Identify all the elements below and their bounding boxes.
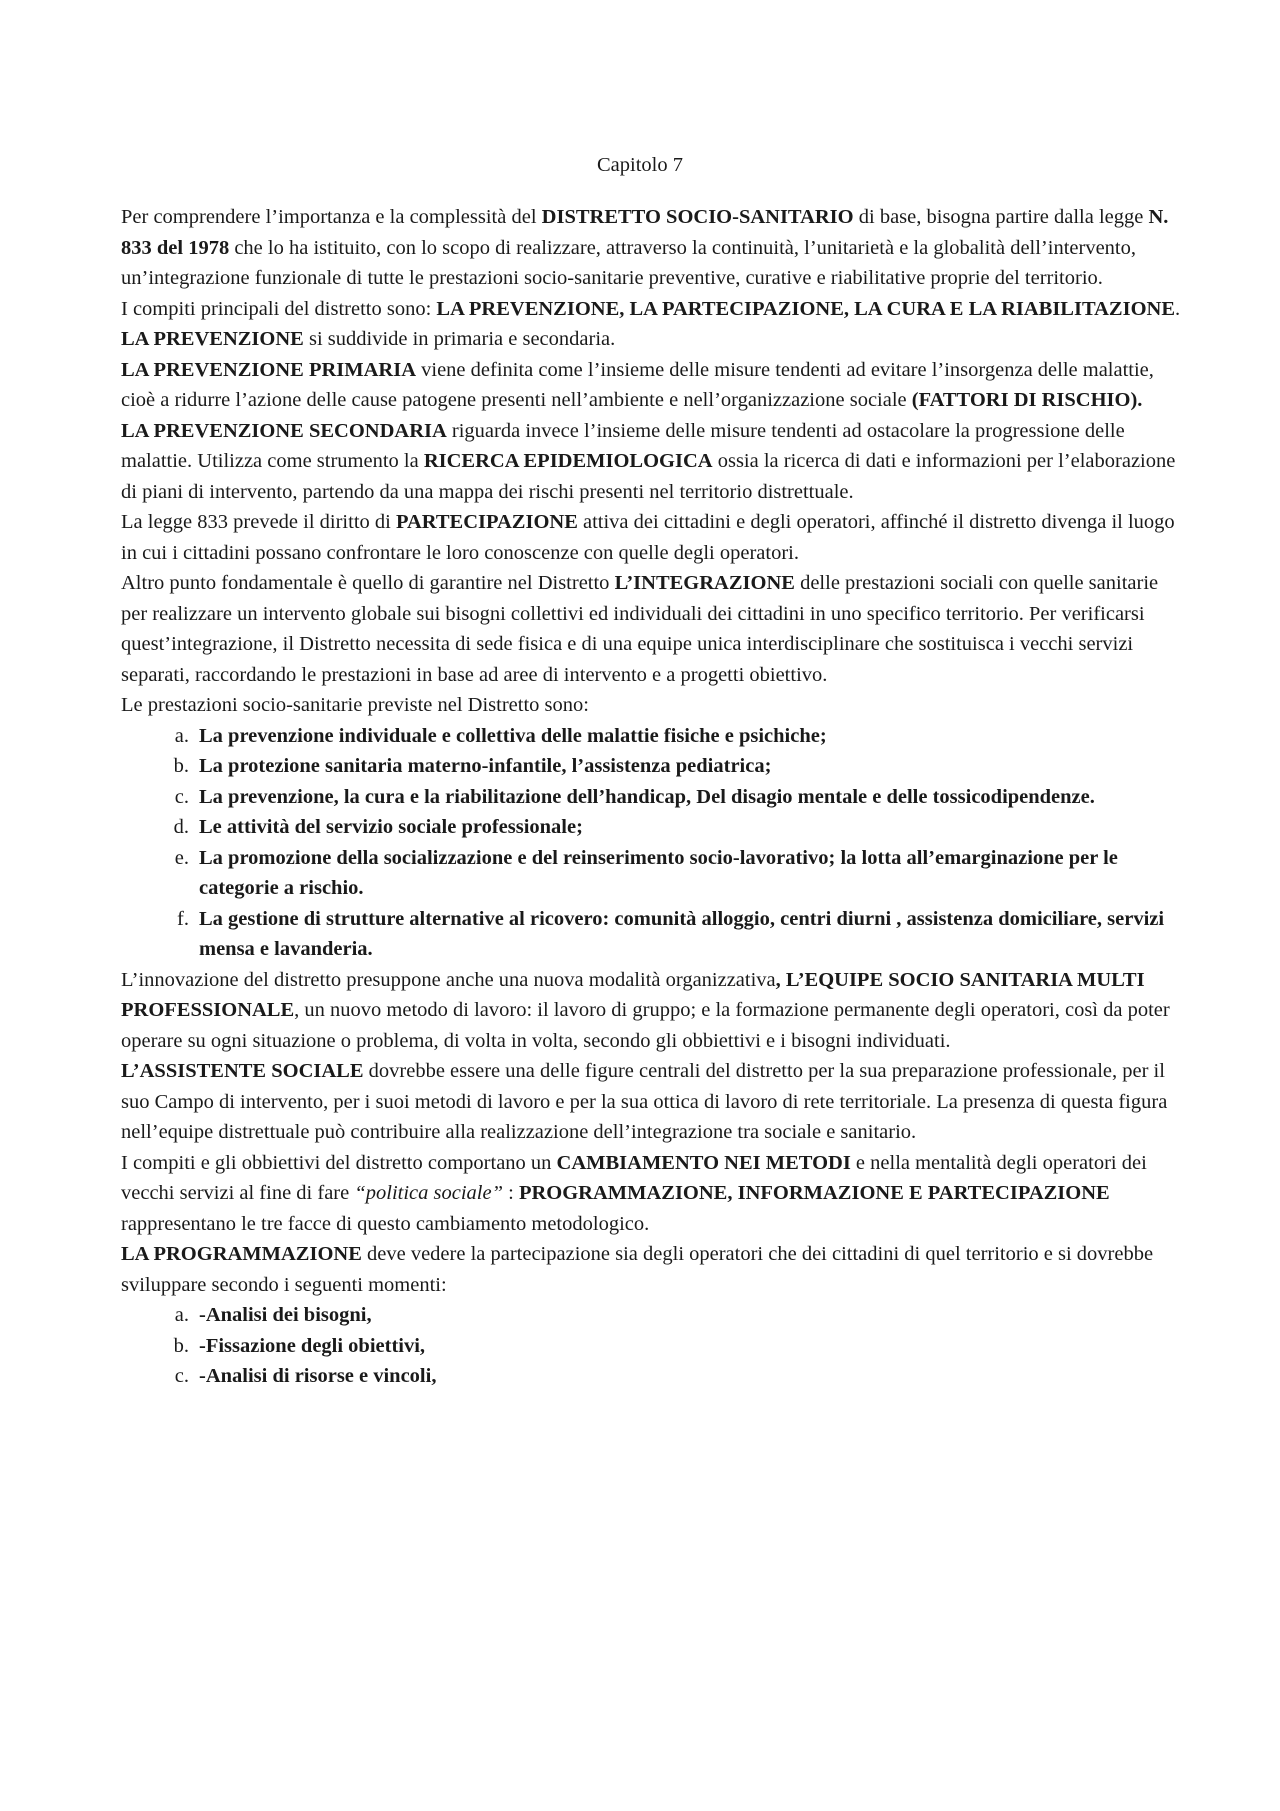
- list-item: b. La protezione sanitaria materno-infantile, l’assistenza pediatrica;: [173, 755, 772, 777]
- paragraph-compiti: I compiti principali del distretto sono: LA PREVENZIONE, LA PARTECIPAZIONE, LA CURA E LA RIABILITAZIONE.: [121, 297, 1181, 320]
- paragraph-partecipazione: La legge 833 prevede il diritto di PARTECIPAZIONE attiva dei cittadini e degli operatori, affinché il distretto divenga il luogo in cui i cittadini possano confrontare le loro conoscenze con quelle degli operatori.: [121, 511, 1175, 564]
- list-item: c. -Analisi di risorse e vincoli,: [174, 1365, 437, 1387]
- paragraph-integrazione: Altro punto fondamentale è quello di garantire nel Distretto L’INTEGRAZIONE delle prestazioni sociali con quelle sanitarie per realizzare un intervento globale sui bisogni collettivi ed individuali dei cittadini in uno specifico territorio. Per verificarsi quest’integrazione, il Distretto necessita di sede fisica e di una equipe unica interdisciplinare che sostituisca i vecchi servizi separati, raccordando le prestazioni in base ad aree di intervento e a progetti obiettivo.: [121, 572, 1159, 686]
- paragraph-assistente-sociale: L’ASSISTENTE SOCIALE dovrebbe essere una delle figure centrali del distretto per la sua preparazione professionale, per il suo Campo di intervento, per i suoi metodi di lavoro e per la sua ottica di lavoro di rete territoriale. La presenza di questa figura nell’equipe distrettuale può contribuire alla realizzazione dell’integrazione tra sociale e sanitario.: [121, 1060, 1168, 1143]
- list-item: a. -Analisi dei bisogni,: [174, 1304, 372, 1326]
- paragraph-cambiamento: I compiti e gli obbiettivi del distretto comportano un CAMBIAMENTO NEI METODI e nella mentalità degli operatori dei vecchi servizi al fine di fare “politica sociale” : PROGRAMMAZIONE, INFORMAZIONE E PARTECIPAZIONE rappresentano le tre facce di questo cambiamento metodologico.: [121, 1151, 1147, 1235]
- list-momenti: [121, 1300, 1181, 1392]
- list-item: b. -Fissazione degli obiettivi,: [173, 1334, 426, 1357]
- paragraph-prevenzione-secondaria: LA PREVENZIONE SECONDARIA riguarda invece l’insieme delle misure tendenti ad ostacolare la progressione delle malattie. Utilizza come strumento la RICERCA EPIDEMIOLOGICA ossia la ricerca di dati e informazioni per l’elaborazione di piani di intervento, partendo da una mappa dei rischi presenti nel territorio distrettuale.: [121, 419, 1176, 503]
- paragraph-prestazioni-intro: Le prestazioni socio-sanitarie previste nel Distretto sono:: [121, 694, 589, 716]
- paragraph-innovazione: L’innovazione del distretto presuppone anche una nuova modalità organizzativa, L’EQUIPE SOCIO SANITARIA MULTI PROFESSIONALE, un nuovo metodo di lavoro: il lavoro di gruppo; e la formazione permanente degli operatori, così da poter operare su ogni situazione o problema, di volta in volta, secondo gli obbiettivi e i bisogni individuati.: [121, 968, 1170, 1052]
- list-item: f. La gestione di strutture alternative al ricovero: comunità alloggio, centri diurni , assistenza domiciliare, servizi mensa e lavanderia.: [177, 907, 1165, 960]
- list-item: e. La promozione della socializzazione e del reinserimento socio-lavorativo; la lotta all’emarginazione per le categorie a rischio.: [174, 846, 1118, 899]
- paragraph-prevenzione-primaria: LA PREVENZIONE PRIMARIA viene definita come l’insieme delle misure tendenti ad evitare l’insorgenza delle malattie, cioè a ridurre l’azione delle cause patogene presenti nell’ambiente e nell’organizzazione sociale (FATTORI DI RISCHIO).: [121, 358, 1154, 411]
- chapter-title: Capitolo 7: [597, 154, 683, 176]
- document-body: [121, 202, 1181, 1392]
- list-item: a. La prevenzione individuale e collettiva delle malattie fisiche e psichiche;: [174, 724, 827, 747]
- list-item: c. La prevenzione, la cura e la riabilitazione dell’handicap, Del disagio mentale e delle tossicodipendenze.: [174, 785, 1095, 808]
- list-item: d. Le attività del servizio sociale professionale;: [173, 816, 583, 838]
- paragraph-prevenzione: LA PREVENZIONE si suddivide in primaria e secondaria.: [121, 328, 616, 350]
- list-prestazioni: [121, 721, 1181, 965]
- paragraph-programmazione: LA PROGRAMMAZIONE deve vedere la partecipazione sia degli operatori che dei cittadini di quel territorio e si dovrebbe sviluppare secondo i seguenti momenti:: [121, 1243, 1154, 1296]
- paragraph-distretto: Per comprendere l’importanza e la complessità del DISTRETTO SOCIO-SANITARIO di base, bisogna partire dalla legge N. 833 del 1978 che lo ha istituito, con lo scopo di realizzare, attraverso la continuità, l’unitarietà e la globalità dell’intervento, un’integrazione funzionale di tutte le prestazioni socio-sanitarie preventive, curative e riabilitative proprie del territorio.: [121, 206, 1169, 289]
